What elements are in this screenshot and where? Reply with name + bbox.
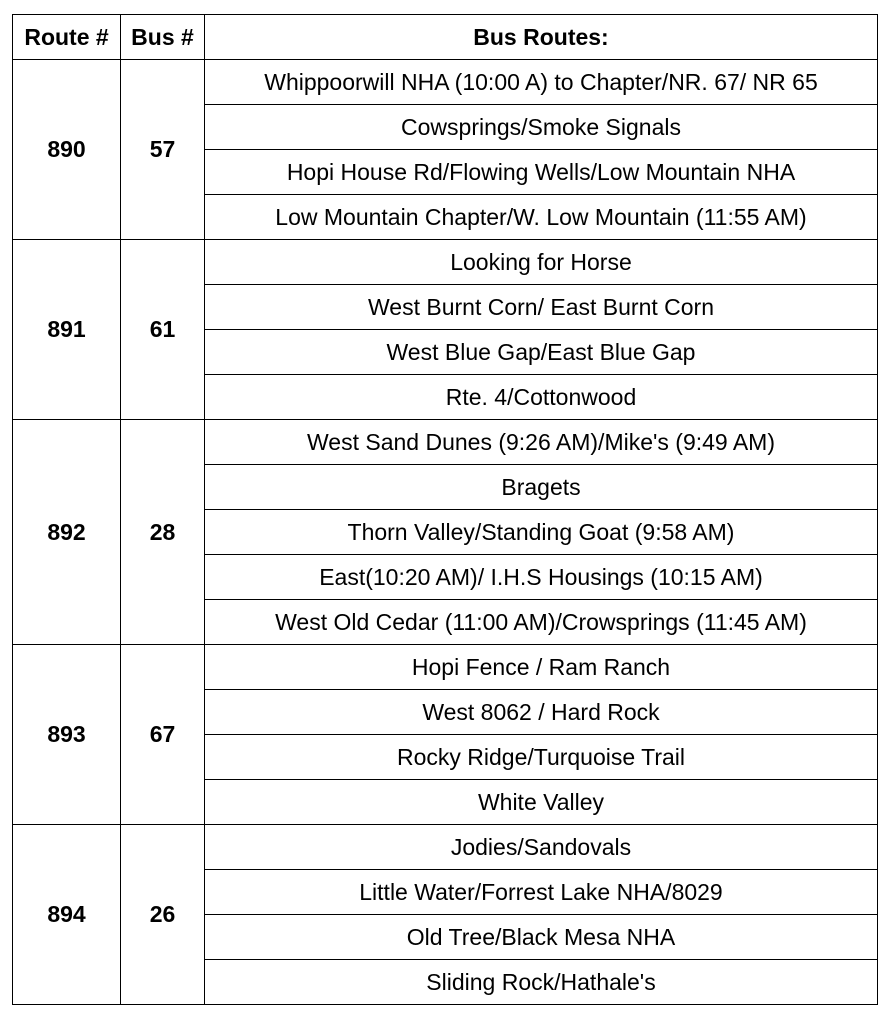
route-number-header: Route # <box>13 15 121 60</box>
route-stop-cell: Hopi Fence / Ram Ranch <box>205 645 878 690</box>
bus-number-cell: 57 <box>121 60 205 240</box>
route-stop-cell: Looking for Horse <box>205 240 878 285</box>
table-row <box>13 825 878 870</box>
route-stop-cell: Low Mountain Chapter/W. Low Mountain (11:55 AM) <box>205 195 878 240</box>
route-stop-cell: West Sand Dunes (9:26 AM)/Mike's (9:49 AM) <box>205 420 878 465</box>
table-row <box>13 645 878 690</box>
route-stop-cell: West Burnt Corn/ East Burnt Corn <box>205 285 878 330</box>
route-number-cell: 892 <box>13 420 121 645</box>
route-stop-cell: East(10:20 AM)/ I.H.S Housings (10:15 AM) <box>205 555 878 600</box>
route-stop-cell: Old Tree/Black Mesa NHA <box>205 915 878 960</box>
table-row <box>13 60 878 105</box>
route-number-cell: 893 <box>13 645 121 825</box>
table-body <box>13 60 878 1005</box>
route-stop-cell: Little Water/Forrest Lake NHA/8029 <box>205 870 878 915</box>
bus-number-cell: 28 <box>121 420 205 645</box>
route-stop-cell: White Valley <box>205 780 878 825</box>
bus-number-header: Bus # <box>121 15 205 60</box>
table-row <box>13 420 878 465</box>
route-stop-cell: Whippoorwill NHA (10:00 A) to Chapter/NR. 67/ NR 65 <box>205 60 878 105</box>
bus-number-cell: 26 <box>121 825 205 1005</box>
route-stop-cell: Cowsprings/Smoke Signals <box>205 105 878 150</box>
bus-routes-header: Bus Routes: <box>205 15 878 60</box>
table-header <box>13 15 878 60</box>
route-number-cell: 891 <box>13 240 121 420</box>
route-stop-cell: Rocky Ridge/Turquoise Trail <box>205 735 878 780</box>
route-stop-cell: West Old Cedar (11:00 AM)/Crowsprings (11:45 AM) <box>205 600 878 645</box>
route-number-cell: 894 <box>13 825 121 1005</box>
bus-routes-table <box>12 14 878 1005</box>
route-stop-cell: Thorn Valley/Standing Goat (9:58 AM) <box>205 510 878 555</box>
route-stop-cell: West 8062 / Hard Rock <box>205 690 878 735</box>
bus-number-cell: 61 <box>121 240 205 420</box>
route-stop-cell: Bragets <box>205 465 878 510</box>
bus-number-cell: 67 <box>121 645 205 825</box>
route-stop-cell: Sliding Rock/Hathale's <box>205 960 878 1005</box>
route-stop-cell: Rte. 4/Cottonwood <box>205 375 878 420</box>
route-stop-cell: West Blue Gap/East Blue Gap <box>205 330 878 375</box>
header-row <box>13 15 878 60</box>
table-row <box>13 240 878 285</box>
route-stop-cell: Jodies/Sandovals <box>205 825 878 870</box>
route-stop-cell: Hopi House Rd/Flowing Wells/Low Mountain NHA <box>205 150 878 195</box>
route-number-cell: 890 <box>13 60 121 240</box>
